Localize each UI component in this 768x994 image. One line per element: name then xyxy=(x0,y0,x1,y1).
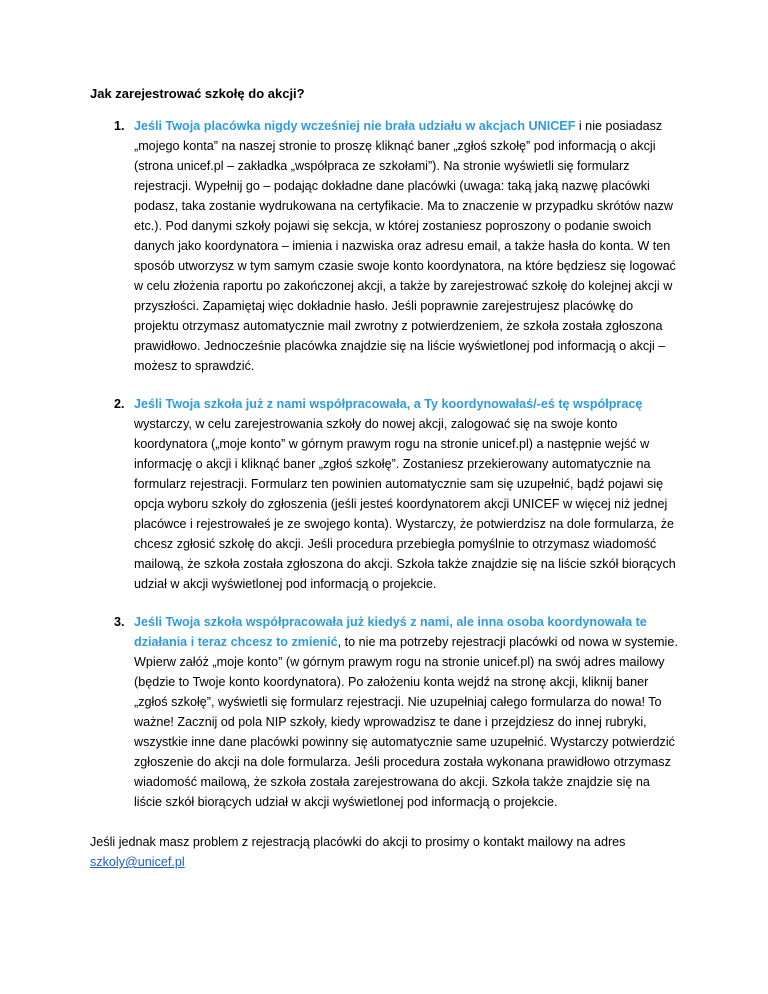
step-highlight: Jeśli Twoja szkoła już z nami współpracowała, a Ty koordynowałaś/-eś tę współpracę xyxy=(134,397,643,411)
document-page xyxy=(90,84,680,872)
contact-paragraph xyxy=(90,832,680,872)
list-item-step-3 xyxy=(90,612,680,812)
contact-text: Jeśli jednak masz problem z rejestracją placówki do akcji to prosimy o kontakt mailowy na adres xyxy=(90,835,626,849)
steps-list xyxy=(90,116,680,812)
email-link[interactable]: szkoly@unicef.pl xyxy=(90,855,185,869)
step-text: i nie posiadasz „mojego konta” na naszej stronie to proszę kliknąć baner „zgłoś szkołę” pod informacją o akcji (strona unicef.pl – zakładka „współpraca ze szkołami”). Na stronie wyświetli się formularz rejestracji. Wypełnij go – podając dokładne dane placówki (uwaga: taką jaką nazwę placówki podasz, taka zostanie wydrukowana na certyfikacie. Ma to znaczenie w przypadku skrótów nazw etc.). Pod danymi szkoły pojawi się sekcja, w której zostaniesz poproszony o podanie swoich danych jako koordynatora – imienia i nazwiska oraz adresu email, a także hasła do konta. W ten sposób utworzysz w tym samym czasie swoje konto koordynatora, na które będziesz się logować w celu złożenia raportu po zakończonej akcji, a także by zarejestrować szkołę do kolejnej akcji w przyszłości. Zapamiętaj więc dokładnie hasło. Jeśli poprawnie zarejestrujesz placówkę do projektu otrzymasz automatycznie mail zwrotny z potwierdzeniem, że szkoła została zgłoszona prawidłowo. Jednocześnie placówka znajdzie się na liście wyświetlonej pod informacją o akcji – możesz to sprawdzić. xyxy=(134,119,676,373)
step-text: , to nie ma potrzeby rejestracji placówki od nowa w systemie. Wpierw załóż „moje konto” (w górnym prawym rogu na stronie unicef.pl) na swój adres mailowy (będzie to Twoje konto koordynatora). Po założeniu konta wejdź na stronę akcji, kliknij baner „zgłoś szkołę”, wyświetli się formularz rejestracji. Nie uzupełniaj całego formularza do nowa! To ważne! Zacznij od pola NIP szkoły, kiedy wprowadzisz te dane i przejdziesz do innej rubryki, wszystkie inne dane placówki powinny się automatycznie same uzupełnić. Wystarczy potwierdzić zgłoszenie do akcji na dole formularza. Jeśli procedura została wykonana prawidłowo otrzymasz wiadomość mailową, że szkoła została zarejestrowana do akcji. Szkoła także znajdzie się na liście szkół biorących udział w akcji wyświetlonej pod informacją o projekcie. xyxy=(134,635,678,809)
step-text: wystarczy, w celu zarejestrowania szkoły do nowej akcji, zalogować się na swoje konto koordynatora („moje konto” w górnym prawym rogu na stronie unicef.pl) a następnie wejść w informację o akcji i kliknąć baner „zgłoś szkołę”. Zostaniesz przekierowany automatycznie na formularz rejestracji. Formularz ten powinien automatycznie sam się uzupełnić, bądź pojawi się opcja wyboru szkoły do zgłoszenia (jeśli jesteś koordynatorem akcji UNICEF w więcej niż jednej placówce i rejestrowałeś je ze swojego konta). Wystarczy, że potwierdzisz na dole formularza, że chcesz zgłosić szkołę do akcji. Jeśli procedura przebiegła pomyślnie to otrzymasz wiadomość mailową, że szkoła została zgłoszona do akcji. Szkoła także znajdzie się na liście szkół biorących udział w akcji wyświetlonej pod informacją o projekcie. xyxy=(134,417,676,591)
list-item-step-1 xyxy=(90,116,680,376)
step-highlight: Jeśli Twoja szkoła współpracowała już kiedyś z nami, ale inna osoba koordynowała te działania i teraz chcesz to zmienić xyxy=(134,615,647,649)
step-highlight: Jeśli Twoja placówka nigdy wcześniej nie brała udziału w akcjach UNICEF xyxy=(134,119,576,133)
step-number: 1. xyxy=(114,119,125,133)
page-title: Jak zarejestrować szkołę do akcji? xyxy=(90,86,305,101)
step-number: 3. xyxy=(114,615,125,629)
step-number: 2. xyxy=(114,397,125,411)
list-item-step-2 xyxy=(90,394,680,594)
